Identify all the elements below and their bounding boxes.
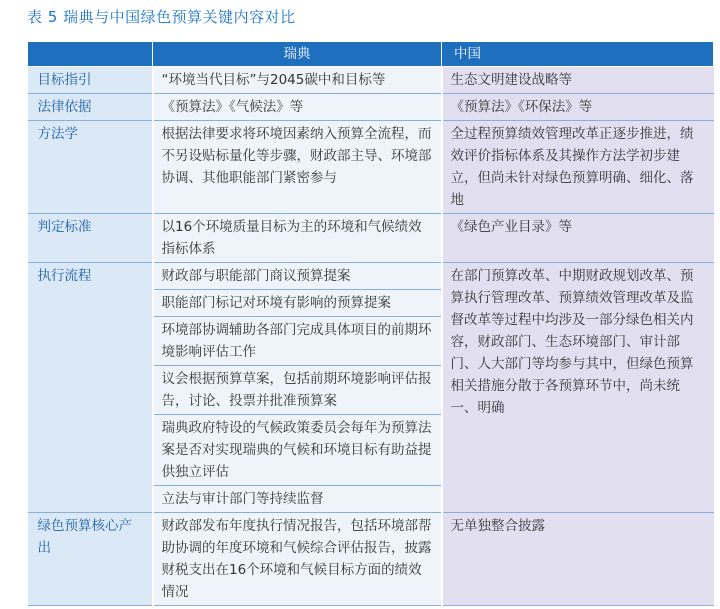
row-label: 目标指引 (28, 67, 153, 94)
table-row (28, 513, 714, 606)
table-row (28, 67, 714, 94)
header-blank (28, 42, 153, 67)
sweden-cell: 《预算法》《气候法》等 (153, 94, 442, 121)
process-step: 立法与审计部门等持续监督 (153, 486, 442, 513)
table-row (28, 121, 714, 214)
header-china: 中国 (442, 42, 714, 67)
row-label: 判定标准 (28, 214, 153, 263)
china-cell: 生态文明建设战略等 (442, 67, 714, 94)
sweden-cell: “环境当代目标”与2045碳中和目标等 (153, 67, 442, 94)
table-row (28, 214, 714, 263)
sweden-cell: 根据法律要求将环境因素纳入预算全流程，而不另设贴标量化等步骤，财政部主导、环境部协调、其他职能部门紧密参与 (153, 121, 442, 214)
header-sweden: 瑞典 (153, 42, 442, 67)
china-cell: 《预算法》《环保法》等 (442, 94, 714, 121)
row-label: 方法学 (28, 121, 153, 214)
table-caption: 表 5 瑞典与中国绿色预算关键内容对比 (27, 8, 296, 26)
sweden-cell: 以16个环境质量目标为主的环境和气候绩效指标体系 (153, 214, 442, 263)
table-row (28, 94, 714, 121)
china-cell: 无单独整合披露 (442, 513, 714, 606)
china-cell: 在部门预算改革、中期财政规划改革、预算执行管理改革、预算绩效管理改革及监督改革等过程中均涉及一部分绿色相关内容，财政部门、生态环境部门、审计部门、人大部门等均参与其中，但绿色预算相关措施分散于各预算环节中，尚未统一、明确 (442, 263, 714, 513)
process-step: 瑞典政府特设的气候政策委员会每年为预算法案是否对实现瑞典的气候和环境目标有助益提供独立评估 (153, 415, 442, 486)
process-step: 环境部协调辅助各部门完成具体项目的前期环境影响评估工作 (153, 317, 442, 366)
row-label: 执行流程 (28, 263, 153, 513)
table-row (28, 263, 714, 290)
process-step: 议会根据预算草案，包括前期环境影响评估报告，讨论、投票并批准预算案 (153, 366, 442, 415)
comparison-table (27, 41, 714, 606)
header-row (28, 42, 714, 67)
sweden-cell: 财政部发布年度执行情况报告，包括环境部帮助协调的年度环境和气候综合评估报告，披露财税支出在16个环境和气候目标方面的绩效情况 (153, 513, 442, 606)
row-label: 绿色预算核心产出 (28, 513, 153, 606)
process-step: 财政部与职能部门商议预算提案 (153, 263, 442, 290)
row-label: 法律依据 (28, 94, 153, 121)
china-cell: 《绿色产业目录》等 (442, 214, 714, 263)
process-step: 职能部门标记对环境有影响的预算提案 (153, 290, 442, 317)
china-cell: 全过程预算绩效管理改革正逐步推进，绩效评价指标体系及其操作方法学初步建立，但尚未针对绿色预算明确、细化、落地 (442, 121, 714, 214)
